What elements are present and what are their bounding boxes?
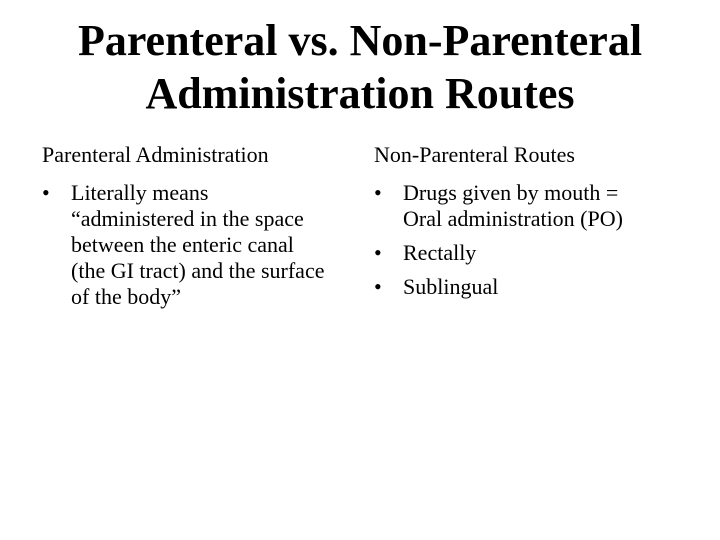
list-item [374, 180, 674, 232]
slide-title [0, 14, 720, 120]
bullet-text-line: “administered in the space [71, 206, 304, 231]
bullet-icon: • [374, 180, 382, 205]
non-parenteral-heading: Non-Parenteral Routes [374, 142, 575, 167]
bullet-text-line: Oral administration (PO) [403, 206, 623, 231]
non-parenteral-column [374, 142, 674, 308]
non-parenteral-bullet-list [374, 180, 674, 300]
parenteral-bullet-list [42, 180, 352, 310]
slide-title-line-2: Administration Routes [145, 69, 575, 118]
bullet-icon: • [374, 240, 382, 265]
bullet-text-line: Rectally [403, 240, 477, 265]
bullet-text-line: (the GI tract) and the surface [71, 258, 325, 283]
list-item [374, 240, 674, 266]
list-item [42, 180, 352, 310]
parenteral-heading: Parenteral Administration [42, 142, 269, 167]
bullet-icon: • [42, 180, 50, 205]
list-item [374, 274, 674, 300]
bullet-text-line: Drugs given by mouth = [403, 180, 619, 205]
bullet-text-line: Literally means [71, 180, 209, 205]
bullet-text-line: Sublingual [403, 274, 499, 299]
parenteral-column [42, 142, 352, 318]
slide-title-line-1: Parenteral vs. Non-Parenteral [77, 16, 643, 65]
bullet-text-line: of the body” [71, 284, 181, 309]
bullet-text-line: between the enteric canal [71, 232, 294, 257]
bullet-icon: • [374, 274, 382, 299]
